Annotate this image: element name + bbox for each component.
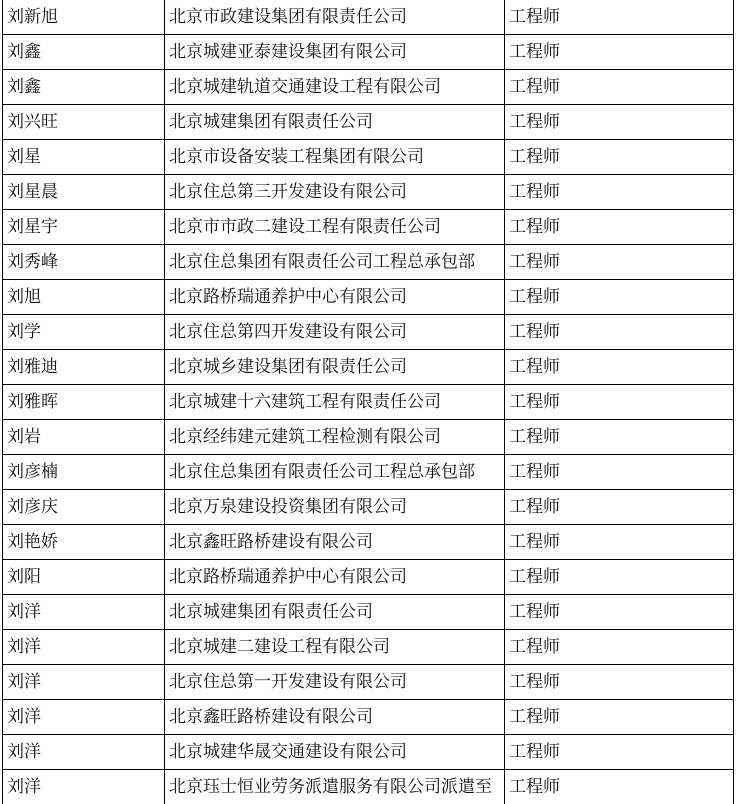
title-cell: 工程师	[505, 70, 734, 105]
company-cell: 北京市政建设集团有限责任公司	[165, 0, 505, 35]
title-cell: 工程师	[505, 490, 734, 525]
personnel-table	[2, 0, 734, 804]
title-cell: 工程师	[505, 140, 734, 175]
name-cell: 刘洋	[3, 770, 165, 804]
table-row	[3, 770, 734, 804]
table-row	[3, 560, 734, 595]
table-row	[3, 350, 734, 385]
table-row	[3, 210, 734, 245]
title-cell: 工程师	[505, 175, 734, 210]
title-cell: 工程师	[505, 315, 734, 350]
name-cell: 刘艳娇	[3, 525, 165, 560]
title-cell: 工程师	[505, 385, 734, 420]
name-cell: 刘岩	[3, 420, 165, 455]
table-row	[3, 140, 734, 175]
company-cell: 北京城建集团有限责任公司	[165, 595, 505, 630]
company-cell: 北京市市政二建设工程有限责任公司	[165, 210, 505, 245]
name-cell: 刘洋	[3, 735, 165, 770]
company-cell: 北京城建集团有限责任公司	[165, 105, 505, 140]
company-cell: 北京经纬建元建筑工程检测有限公司	[165, 420, 505, 455]
name-cell: 刘洋	[3, 630, 165, 665]
title-cell: 工程师	[505, 630, 734, 665]
name-cell: 刘学	[3, 315, 165, 350]
company-cell: 北京市设备安装工程集团有限公司	[165, 140, 505, 175]
name-cell: 刘雅迪	[3, 350, 165, 385]
name-cell: 刘新旭	[3, 0, 165, 35]
title-cell: 工程师	[505, 280, 734, 315]
name-cell: 刘旭	[3, 280, 165, 315]
personnel-table-body	[3, 0, 734, 804]
name-cell: 刘星	[3, 140, 165, 175]
title-cell: 工程师	[505, 350, 734, 385]
name-cell: 刘洋	[3, 595, 165, 630]
company-cell: 北京住总集团有限责任公司工程总承包部	[165, 245, 505, 280]
company-cell: 北京鑫旺路桥建设有限公司	[165, 700, 505, 735]
title-cell: 工程师	[505, 0, 734, 35]
table-row	[3, 245, 734, 280]
table-row	[3, 315, 734, 350]
company-cell: 北京城建轨道交通建设工程有限公司	[165, 70, 505, 105]
company-cell: 北京城建华晟交通建设有限公司	[165, 735, 505, 770]
company-cell: 北京路桥瑞通养护中心有限公司	[165, 560, 505, 595]
company-cell: 北京城建十六建筑工程有限责任公司	[165, 385, 505, 420]
company-cell: 北京城建二建设工程有限公司	[165, 630, 505, 665]
title-cell: 工程师	[505, 420, 734, 455]
title-cell: 工程师	[505, 770, 734, 804]
title-cell: 工程师	[505, 735, 734, 770]
table-row	[3, 175, 734, 210]
table-row	[3, 525, 734, 560]
name-cell: 刘彦庆	[3, 490, 165, 525]
name-cell: 刘彦楠	[3, 455, 165, 490]
name-cell: 刘星晨	[3, 175, 165, 210]
company-cell: 北京城乡建设集团有限责任公司	[165, 350, 505, 385]
company-cell: 北京鑫旺路桥建设有限公司	[165, 525, 505, 560]
name-cell: 刘洋	[3, 700, 165, 735]
company-cell: 北京住总第一开发建设有限公司	[165, 665, 505, 700]
title-cell: 工程师	[505, 665, 734, 700]
name-cell: 刘鑫	[3, 35, 165, 70]
table-row	[3, 35, 734, 70]
title-cell: 工程师	[505, 525, 734, 560]
title-cell: 工程师	[505, 560, 734, 595]
table-row	[3, 420, 734, 455]
table-row	[3, 70, 734, 105]
name-cell: 刘秀峰	[3, 245, 165, 280]
company-cell: 北京路桥瑞通养护中心有限公司	[165, 280, 505, 315]
company-cell: 北京万泉建设投资集团有限公司	[165, 490, 505, 525]
name-cell: 刘阳	[3, 560, 165, 595]
name-cell: 刘雅晖	[3, 385, 165, 420]
table-row	[3, 0, 734, 35]
company-cell: 北京住总第四开发建设有限公司	[165, 315, 505, 350]
name-cell: 刘洋	[3, 665, 165, 700]
company-cell: 北京住总集团有限责任公司工程总承包部	[165, 455, 505, 490]
table-row	[3, 595, 734, 630]
title-cell: 工程师	[505, 595, 734, 630]
name-cell: 刘星宇	[3, 210, 165, 245]
title-cell: 工程师	[505, 245, 734, 280]
table-row	[3, 665, 734, 700]
title-cell: 工程师	[505, 210, 734, 245]
table-row	[3, 700, 734, 735]
title-cell: 工程师	[505, 35, 734, 70]
title-cell: 工程师	[505, 455, 734, 490]
title-cell: 工程师	[505, 700, 734, 735]
table-row	[3, 455, 734, 490]
table-row	[3, 280, 734, 315]
company-cell: 北京城建亚泰建设集团有限公司	[165, 35, 505, 70]
table-row	[3, 630, 734, 665]
title-cell: 工程师	[505, 105, 734, 140]
name-cell: 刘兴旺	[3, 105, 165, 140]
table-row	[3, 105, 734, 140]
company-cell: 北京住总第三开发建设有限公司	[165, 175, 505, 210]
table-row	[3, 735, 734, 770]
name-cell: 刘鑫	[3, 70, 165, 105]
company-cell: 北京珏士恒业劳务派遣服务有限公司派遣至	[165, 770, 505, 804]
table-row	[3, 490, 734, 525]
table-row	[3, 385, 734, 420]
